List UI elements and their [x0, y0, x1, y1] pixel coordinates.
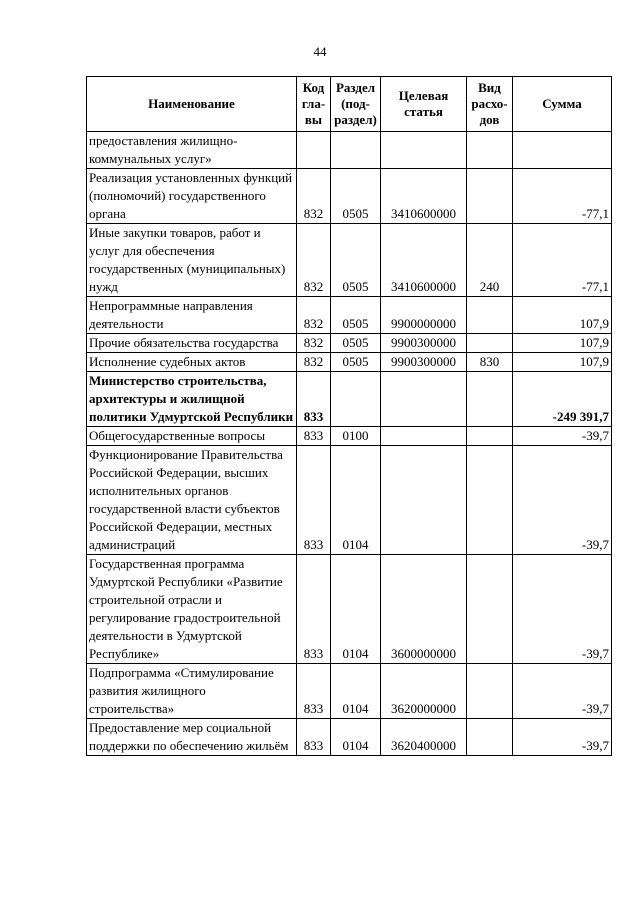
table-body — [87, 132, 612, 756]
cell-vid — [467, 297, 513, 334]
cell-article: 3600000000 — [381, 555, 467, 664]
cell-vid — [467, 719, 513, 756]
table-row — [87, 446, 612, 555]
header-name: Наименование — [87, 77, 297, 132]
table-row — [87, 719, 612, 756]
cell-section: 0505 — [331, 334, 381, 353]
cell-vid — [467, 169, 513, 224]
cell-section — [331, 132, 381, 169]
cell-vid: 240 — [467, 224, 513, 297]
cell-sum: -77,1 — [513, 224, 612, 297]
cell-sum: -39,7 — [513, 446, 612, 555]
cell-name: Иные закупки товаров, работ и услуг для обеспечения государственных (муниципальных) нужд — [87, 224, 297, 297]
cell-code: 833 — [297, 446, 331, 555]
cell-vid — [467, 446, 513, 555]
cell-name: Государственная программа Удмуртской Республики «Развитие строительной отрасли и регулирование градостроительной деятельности в Удмуртской Республике» — [87, 555, 297, 664]
cell-name: Исполнение судебных актов — [87, 353, 297, 372]
cell-sum: 107,9 — [513, 334, 612, 353]
cell-sum: -39,7 — [513, 664, 612, 719]
cell-article: 9900300000 — [381, 334, 467, 353]
cell-name: Реализация установленных функций (полномочий) государственного органа — [87, 169, 297, 224]
cell-vid: 830 — [467, 353, 513, 372]
table-row — [87, 169, 612, 224]
table-row — [87, 224, 612, 297]
cell-section: 0104 — [331, 446, 381, 555]
cell-sum: -39,7 — [513, 719, 612, 756]
cell-section: 0505 — [331, 353, 381, 372]
cell-name: Прочие обязательства государства — [87, 334, 297, 353]
cell-code: 833 — [297, 555, 331, 664]
cell-article — [381, 132, 467, 169]
cell-code: 832 — [297, 297, 331, 334]
cell-code: 832 — [297, 224, 331, 297]
page-number: 44 — [313, 44, 327, 59]
cell-name: Министерство строительства, архитектуры и жилищной политики Удмуртской Республики — [87, 372, 297, 427]
cell-vid — [467, 334, 513, 353]
cell-name: Подпрограмма «Стимулирование развития жилищного строительства» — [87, 664, 297, 719]
table-row — [87, 427, 612, 446]
cell-name: Непрограммные направления деятельности — [87, 297, 297, 334]
table-row — [87, 372, 612, 427]
cell-section: 0104 — [331, 664, 381, 719]
header-section: Раздел (под-раздел) — [331, 77, 381, 132]
cell-section: 0505 — [331, 297, 381, 334]
cell-code: 832 — [297, 169, 331, 224]
table-row — [87, 555, 612, 664]
cell-section — [331, 372, 381, 427]
cell-section: 0104 — [331, 719, 381, 756]
cell-name: Функционирование Правительства Российской Федерации, высших исполнительных органов государственной власти субъектов Российской Федерации, местных администраций — [87, 446, 297, 555]
cell-vid — [467, 372, 513, 427]
header-article: Целевая статья — [381, 77, 467, 132]
cell-section: 0505 — [331, 169, 381, 224]
cell-article: 3620400000 — [381, 719, 467, 756]
cell-sum: -39,7 — [513, 555, 612, 664]
cell-section: 0505 — [331, 224, 381, 297]
cell-code — [297, 132, 331, 169]
cell-code: 833 — [297, 719, 331, 756]
table-header-row — [87, 77, 612, 132]
cell-article — [381, 427, 467, 446]
cell-vid — [467, 664, 513, 719]
cell-sum: -77,1 — [513, 169, 612, 224]
cell-section: 0100 — [331, 427, 381, 446]
cell-name: предоставления жилищно-коммунальных услуг» — [87, 132, 297, 169]
table-row — [87, 353, 612, 372]
cell-sum — [513, 132, 612, 169]
cell-code: 833 — [297, 664, 331, 719]
cell-code: 833 — [297, 427, 331, 446]
table-row — [87, 664, 612, 719]
cell-vid — [467, 132, 513, 169]
cell-vid — [467, 555, 513, 664]
cell-sum: 107,9 — [513, 297, 612, 334]
cell-article — [381, 446, 467, 555]
cell-sum: -39,7 — [513, 427, 612, 446]
budget-table — [86, 76, 612, 756]
header-code: Код гла-вы — [297, 77, 331, 132]
cell-code: 832 — [297, 334, 331, 353]
header-vid: Вид расхо-дов — [467, 77, 513, 132]
cell-article: 9900300000 — [381, 353, 467, 372]
cell-name: Общегосударственные вопросы — [87, 427, 297, 446]
cell-article: 3410600000 — [381, 169, 467, 224]
table-row — [87, 334, 612, 353]
table-row — [87, 297, 612, 334]
cell-code: 832 — [297, 353, 331, 372]
cell-sum: 107,9 — [513, 353, 612, 372]
cell-article: 3410600000 — [381, 224, 467, 297]
cell-name: Предоставление мер социальной поддержки по обеспечению жильём — [87, 719, 297, 756]
cell-vid — [467, 427, 513, 446]
cell-article: 9900000000 — [381, 297, 467, 334]
cell-section: 0104 — [331, 555, 381, 664]
cell-sum: -249 391,7 — [513, 372, 612, 427]
header-sum: Сумма — [513, 77, 612, 132]
cell-article: 3620000000 — [381, 664, 467, 719]
cell-article — [381, 372, 467, 427]
cell-code: 833 — [297, 372, 331, 427]
table-row — [87, 132, 612, 169]
